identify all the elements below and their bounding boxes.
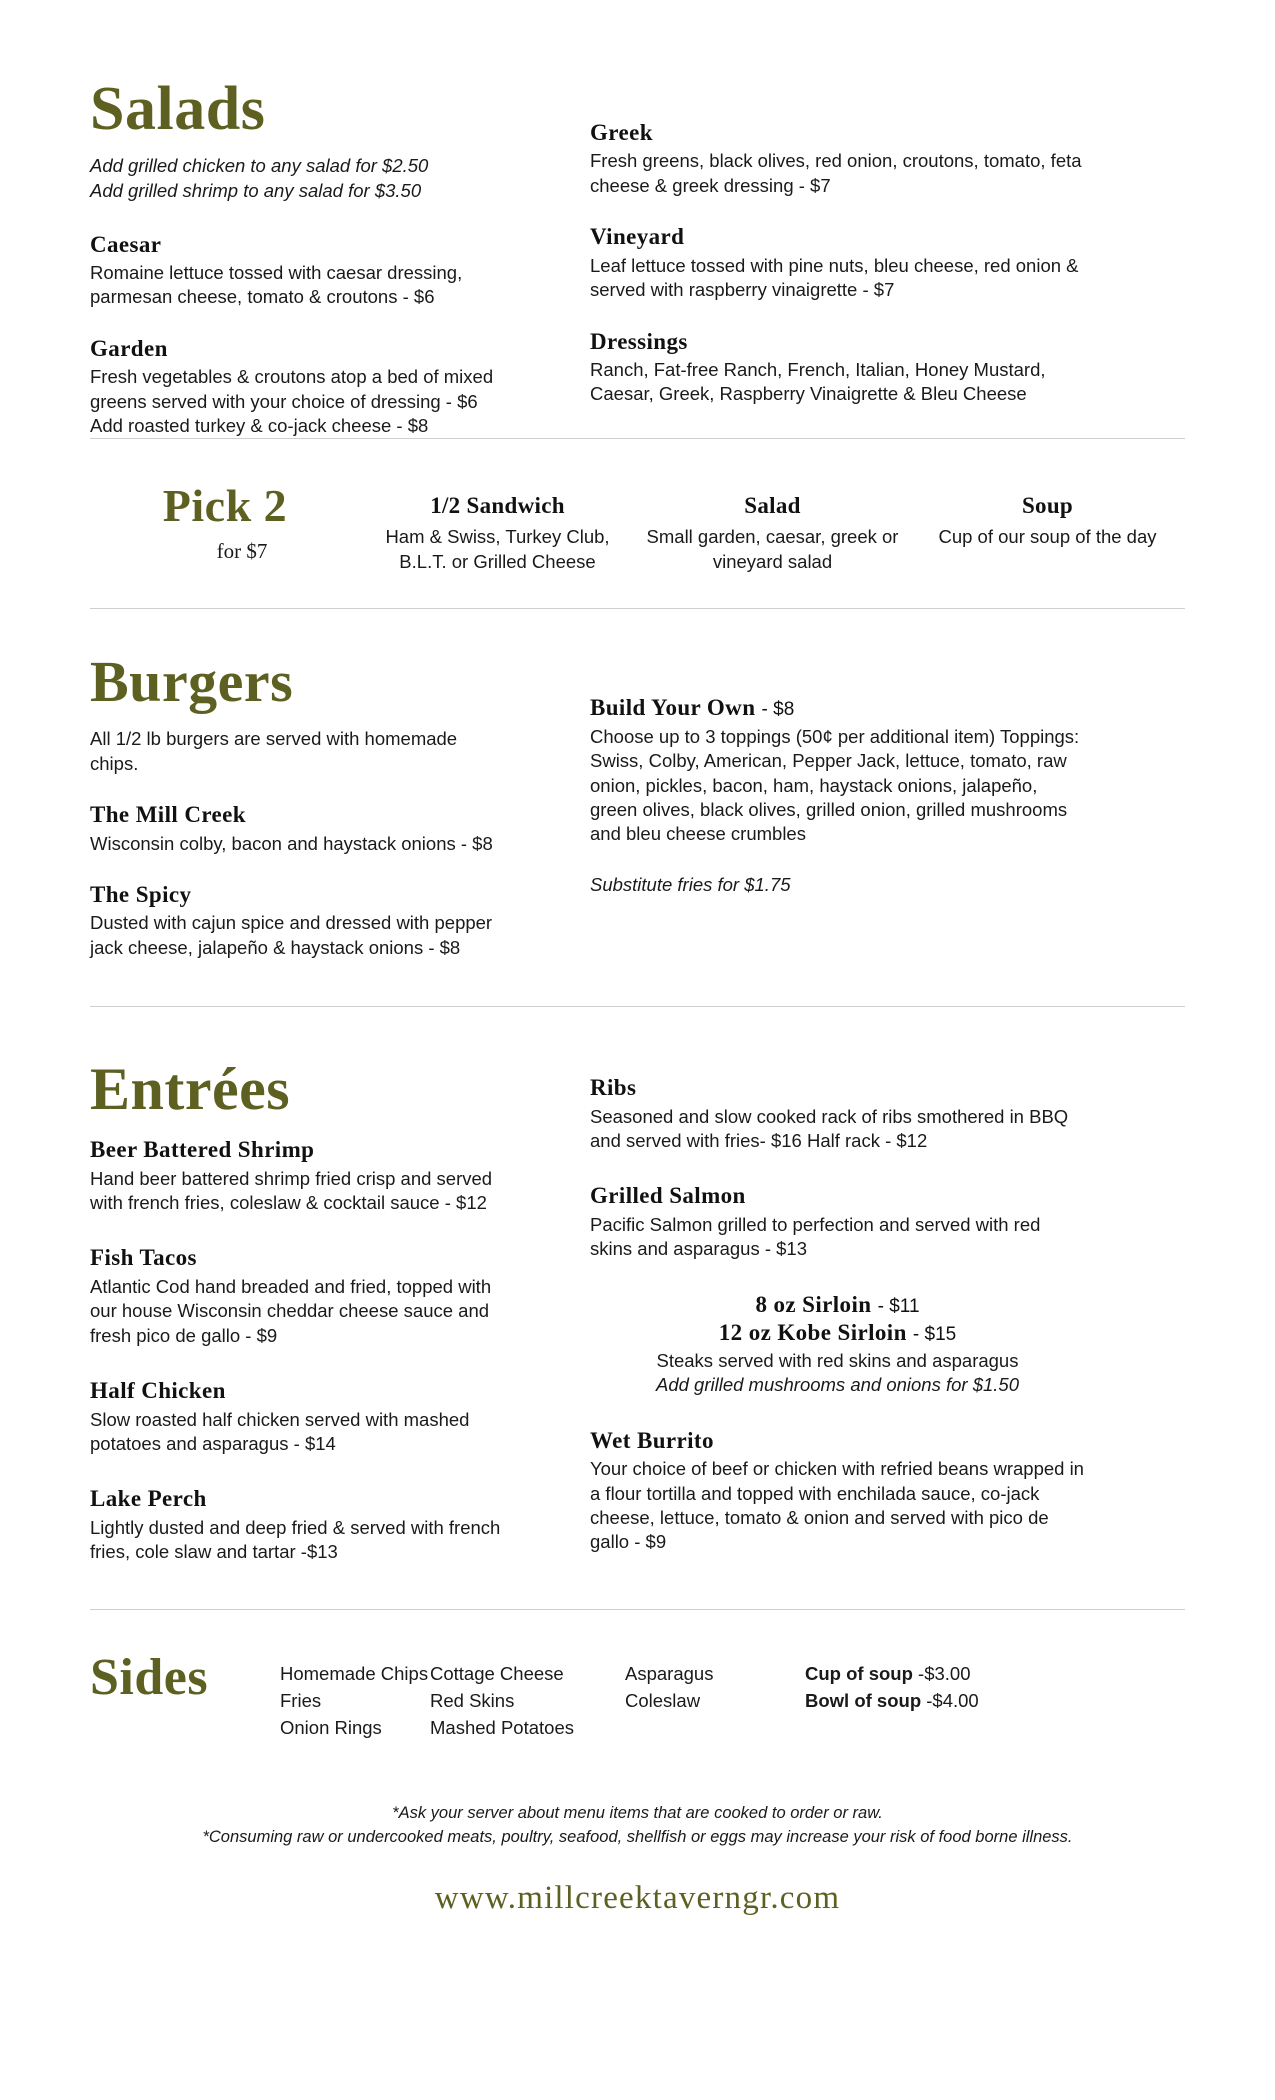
- menu-item-name: Wet Burrito: [590, 1427, 714, 1453]
- salads-section: [90, 0, 1185, 438]
- menu-item-greek: [590, 120, 1085, 198]
- menu-item-name: Half Chicken: [90, 1378, 226, 1404]
- menu-item-description: Dusted with cajun spice and dressed with pepper jack cheese, jalapeño & haystack onions - $8: [90, 912, 493, 958]
- pick2-section: [90, 439, 1185, 608]
- salads-right-column: [590, 78, 1085, 438]
- soup-price-value: -$3.00: [918, 1662, 971, 1684]
- page-footer: [90, 1762, 1185, 1917]
- menu-item-description: Hand beer battered shrimp fried crisp and served with french fries, coleslaw & cocktail sauce - $12: [90, 1167, 493, 1214]
- menu-item-fish-tacos: [90, 1245, 510, 1348]
- menu-item-name: Caesar: [90, 231, 162, 257]
- menu-item-description: Ranch, Fat-free Ranch, French, Italian, Honey Mustard, Caesar, Greek, Raspberry Vinaigrette & Bleu Cheese: [590, 358, 1046, 405]
- menu-item-name: [590, 1292, 1085, 1318]
- menu-item-wet-burrito: [590, 1428, 1085, 1555]
- menu-item-description: Lightly dusted and deep fried & served with french fries, cole slaw and tartar -$13: [90, 1516, 501, 1563]
- menu-item-description: Fresh vegetables & croutons atop a bed of mixed greens served with your choice of dressing - $6 Add roasted turkey & co-jack cheese - $8: [90, 366, 494, 437]
- menu-item-dressings: [590, 329, 1085, 407]
- sides-heading: Sides: [90, 1648, 209, 1706]
- menu-item-the-spicy: [90, 882, 510, 960]
- menu-item-name: Dressings: [590, 328, 688, 354]
- soup-price-row: [805, 1660, 979, 1687]
- soup-price-value: -$4.00: [926, 1689, 979, 1711]
- burgers-section: [90, 609, 1185, 1006]
- column-gap: [510, 1059, 590, 1564]
- soup-prices: [805, 1646, 979, 1715]
- menu-item-description: Your choice of beef or chicken with refried beans wrapped in a flour tortilla and topped with enchilada sauce, co-jack cheese, lettuce, tomato & onion and served with pico de gallo - $9: [590, 1458, 1084, 1553]
- pick2-option-description: Cup of our soup of the day: [938, 526, 1157, 548]
- menu-item-description: Leaf lettuce tossed with pine nuts, bleu cheese, red onion & served with raspberry vinaigrette - $7: [590, 254, 1079, 301]
- menu-item-name: Garden: [90, 335, 168, 361]
- steaks-description: Steaks served with red skins and asparagus: [656, 1349, 1019, 1371]
- menu-item-description: Pacific Salmon grilled to perfection and served with red skins and asparagus - $13: [590, 1213, 1041, 1260]
- menu-item-name: Lake Perch: [90, 1486, 207, 1512]
- pick2-price: for $7: [216, 539, 268, 564]
- pick2-brand: [90, 477, 360, 564]
- entrees-heading: Entrées: [90, 1056, 291, 1123]
- menu-item-name: The Mill Creek: [90, 802, 246, 828]
- menu-item-name: The Spicy: [90, 881, 192, 907]
- menu-item-ribs: [590, 1075, 1085, 1153]
- sides-section: [90, 1610, 1185, 1762]
- menu-item-name: Grilled Salmon: [590, 1183, 746, 1209]
- menu-item-caesar: [90, 232, 510, 310]
- website-url[interactable]: www.millcreektaverngr.com: [434, 1879, 841, 1916]
- pick2-option-soup: [910, 477, 1185, 549]
- side-item: Coleslaw: [625, 1689, 701, 1711]
- menu-item-name: Fish Tacos: [90, 1245, 197, 1271]
- burgers-substitute-note: Substitute fries for $1.75: [590, 873, 791, 895]
- build-your-own-label: Build Your Own: [590, 695, 756, 721]
- pick2-option-name: 1/2 Sandwich: [430, 493, 565, 519]
- menu-item-vineyard: [590, 224, 1085, 302]
- burgers-note: All 1/2 lb burgers are served with homemade chips.: [90, 728, 458, 774]
- menu-item-steaks: [590, 1292, 1085, 1398]
- column-gap: [510, 78, 590, 438]
- sides-column-1: [280, 1646, 430, 1742]
- side-item: Red Skins: [430, 1689, 515, 1711]
- pick2-option-name: Soup: [1021, 493, 1074, 519]
- sirloin-price: - $11: [877, 1295, 920, 1317]
- menu-item-build-your-own: [590, 695, 1085, 846]
- menu-item-description: Wisconsin colby, bacon and haystack onions - $8: [90, 832, 493, 854]
- column-gap: [510, 653, 590, 960]
- side-item: Homemade Chips: [280, 1662, 429, 1684]
- menu-item-name: [590, 1320, 1085, 1346]
- menu-item-name: Beer Battered Shrimp: [90, 1137, 315, 1163]
- pick2-option-sandwich: [360, 477, 635, 574]
- burgers-right-column: [590, 653, 1085, 960]
- menu-item-beer-battered-shrimp: [90, 1137, 510, 1215]
- soup-price-label: Bowl of soup: [805, 1689, 927, 1711]
- salads-addon-chicken: Add grilled chicken to any salad for $2.50: [90, 155, 429, 176]
- menu-item-name: Vineyard: [590, 224, 685, 250]
- menu-item-grilled-salmon: [590, 1183, 1085, 1261]
- menu-item-the-mill-creek: [90, 802, 510, 856]
- entrees-right-column: [590, 1059, 1085, 1564]
- pick2-option-name: Salad: [744, 493, 801, 519]
- disclaimer-cooked-to-order: *Ask your server about menu items that are cooked to order or raw.: [392, 1803, 883, 1822]
- pick2-option-description: Ham & Swiss, Turkey Club, B.L.T. or Grilled Cheese: [385, 526, 610, 572]
- disclaimer-raw-foods: *Consuming raw or undercooked meats, poultry, seafood, shellfish or eggs may increase your risk of food borne illness.: [202, 1827, 1073, 1846]
- side-item: Cottage Cheese: [430, 1662, 564, 1684]
- menu-item-garden: [90, 336, 510, 439]
- menu-item-description: Fresh greens, black olives, red onion, croutons, tomato, feta cheese & greek dressing - $7: [590, 150, 1082, 196]
- menu-item-description: Seasoned and slow cooked rack of ribs smothered in BBQ and served with fries- $16 Half rack - $12: [590, 1105, 1069, 1152]
- menu-item-description: Atlantic Cod hand breaded and fried, topped with our house Wisconsin cheddar cheese sauce and fresh pico de gallo - $9: [90, 1275, 492, 1346]
- salads-left-column: [90, 75, 510, 438]
- steaks-addon: Add grilled mushrooms and onions for $1.50: [655, 1373, 1020, 1395]
- build-your-own-price: - $8: [761, 699, 795, 721]
- kobe-sirloin-price: - $15: [912, 1324, 957, 1346]
- side-item: Onion Rings: [280, 1717, 382, 1739]
- soup-price-row: [805, 1687, 979, 1714]
- side-item: Mashed Potatoes: [430, 1717, 574, 1739]
- sides-column-2: [430, 1646, 625, 1742]
- burgers-heading: Burgers: [90, 649, 294, 715]
- menu-item-lake-perch: [90, 1486, 510, 1564]
- side-item: Asparagus: [625, 1662, 714, 1684]
- pick2-heading: Pick 2: [162, 480, 288, 532]
- menu-item-name: Ribs: [590, 1075, 637, 1101]
- menu-item-name: Greek: [590, 120, 653, 145]
- sirloin-label: 8 oz Sirloin: [755, 1291, 872, 1317]
- menu-item-description: Slow roasted half chicken served with mashed potatoes and asparagus - $14: [90, 1408, 470, 1454]
- entrees-section: [90, 1007, 1185, 1608]
- menu-item-half-chicken: [90, 1378, 510, 1456]
- salads-addon-shrimp: Add grilled shrimp to any salad for $3.50: [90, 179, 422, 201]
- side-item: Fries: [280, 1689, 322, 1711]
- menu-item-name: [590, 695, 1085, 721]
- pick2-option-salad: [635, 477, 910, 574]
- soup-price-label: Cup of soup: [805, 1662, 919, 1684]
- salads-addons: [90, 154, 510, 204]
- menu-item-description: Choose up to 3 toppings (50¢ per additional item) Toppings: Swiss, Colby, American, Pepper Jack, lettuce, tomato, raw onion, pickles, bacon, ham, haystack onions, jalapeño, green olives, black olives, grilled onion, grilled mushrooms and bleu cheese crumbles: [590, 725, 1080, 845]
- burgers-left-column: [90, 649, 510, 960]
- salads-heading: Salads: [90, 75, 266, 143]
- menu-item-description: Romaine lettuce tossed with caesar dressing, parmesan cheese, tomato & croutons - $6: [90, 262, 463, 308]
- kobe-sirloin-label: 12 oz Kobe Sirloin: [718, 1320, 907, 1346]
- entrees-left-column: [90, 1056, 510, 1564]
- pick2-option-description: Small garden, caesar, greek or vineyard salad: [646, 526, 899, 572]
- sides-column-3: [625, 1646, 805, 1715]
